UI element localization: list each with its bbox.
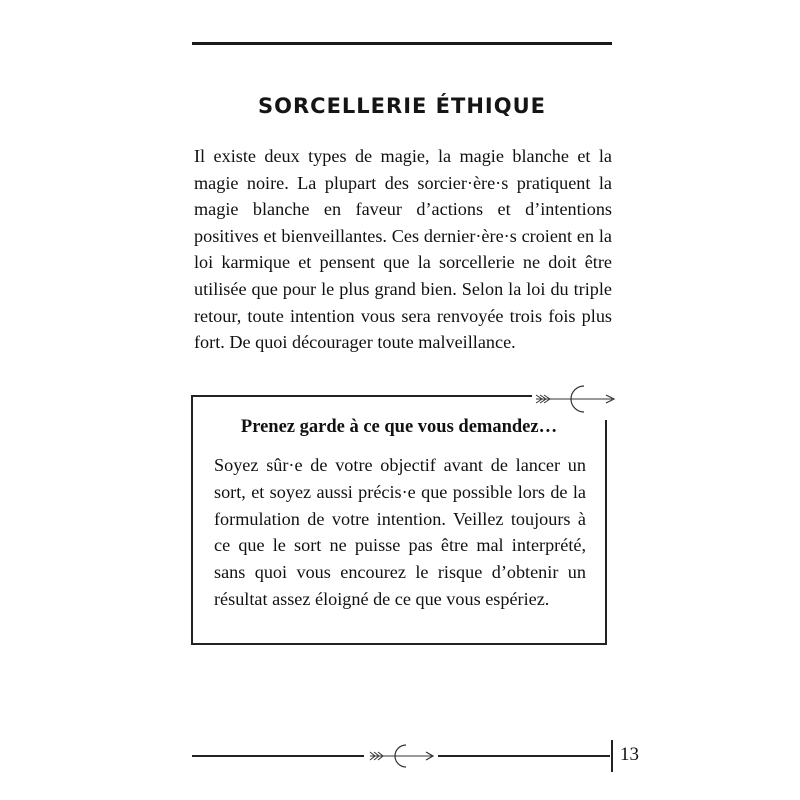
callout-title: Prenez garde à ce que vous demandez… <box>240 417 558 437</box>
top-rule <box>192 42 612 45</box>
crescent-moon-arrow-icon <box>532 378 618 420</box>
callout-text: Soyez sûr·e de votre objectif avant de lancer un sort, et soyez aussi précis·e que possible lors de la formulation de votre intention. Veillez toujours à ce que le sort ne puisse pas être mal interprété, sans quoi vous encourez le risque d’obtenir un résultat assez éloigné de ce que vous espériez. <box>214 455 586 609</box>
footer-divider <box>611 740 613 772</box>
footer-rule-right <box>438 755 610 757</box>
page-title: SORCELLERIE ÉTHIQUE <box>258 94 546 118</box>
footer-rule-left <box>192 755 364 757</box>
body-paragraph: Il existe deux types de magie, la magie blanche et la magie noire. La plupart des sorcier·ère·s pratiquent la magie blanche en faveur d’actions et d’intentions positives et bienveillantes. Ces dernier·ère·s croient en la loi karmique et pensent que la sorcellerie ne doit être utilisée que pour le plus grand bien. Selon la loi du triple retour, toute intention vous sera renvoyée trois fois plus fort. De quoi décourager toute malveillance. <box>194 146 612 353</box>
page-number: 13 <box>620 744 639 765</box>
footer-crescent-moon-arrow-icon <box>366 740 436 772</box>
